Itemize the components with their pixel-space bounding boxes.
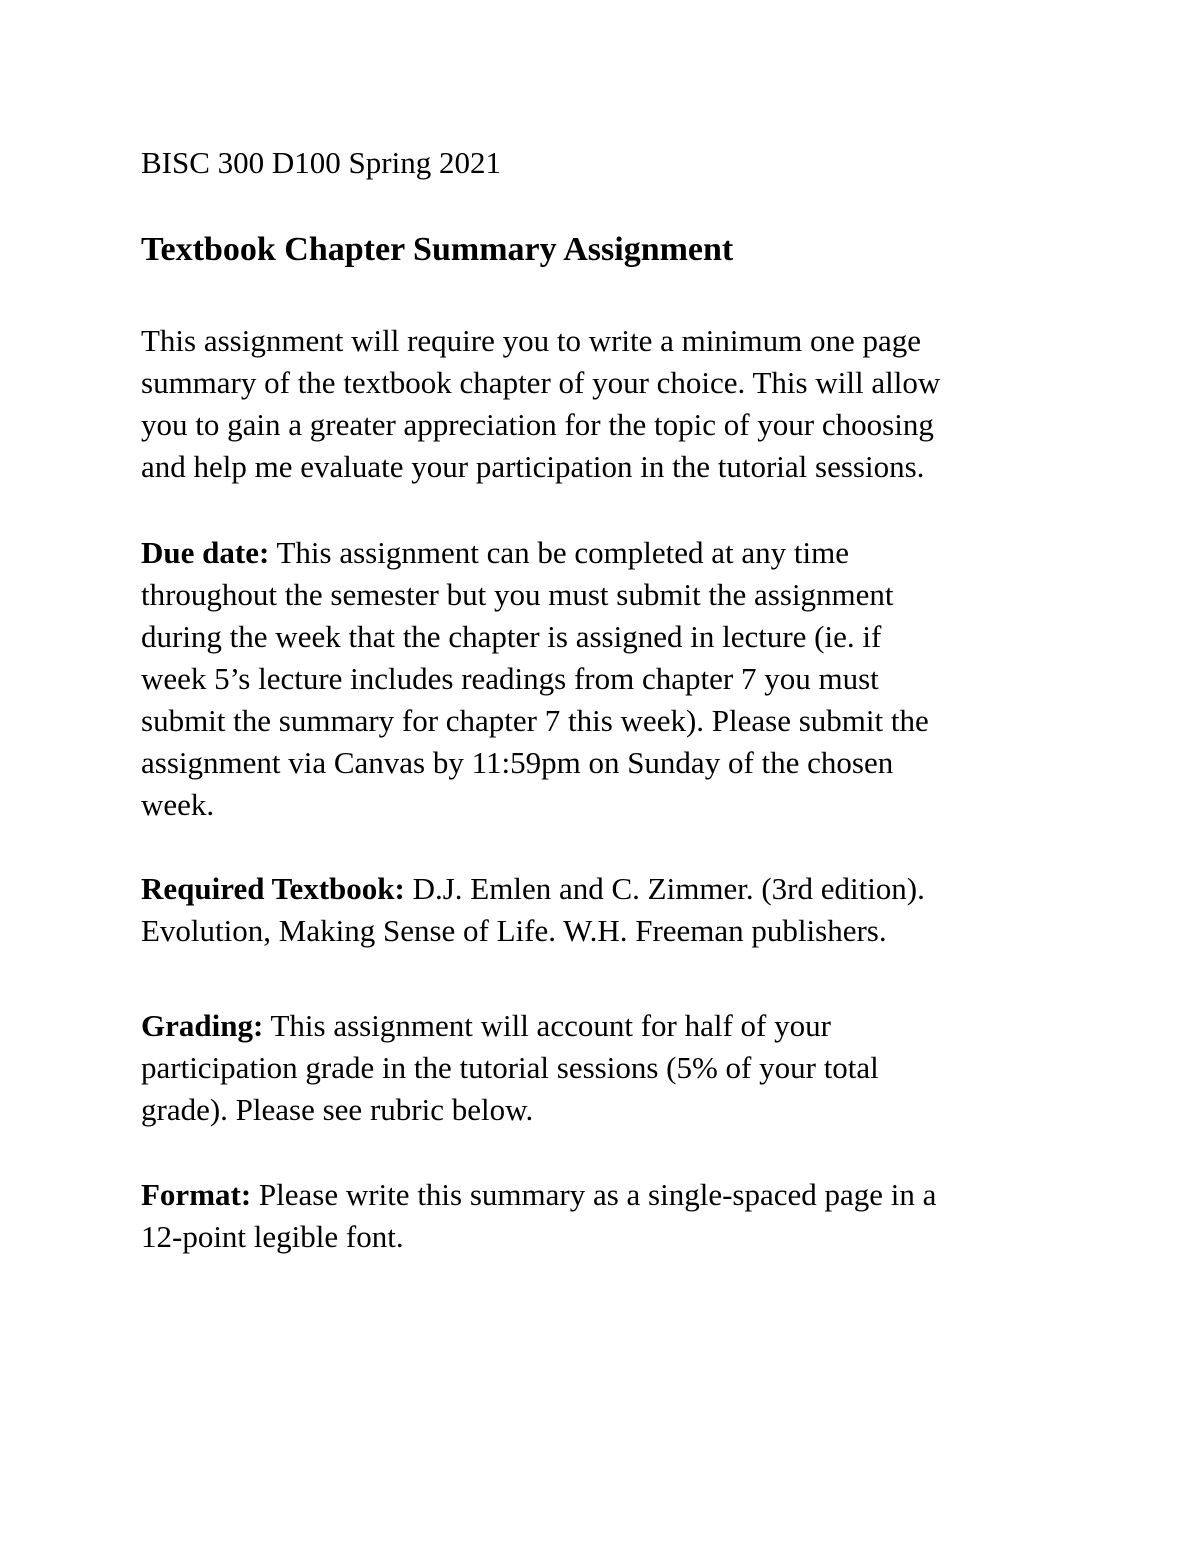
due-date-line: assignment via Canvas by 11:59pm on Sunday of the chosen xyxy=(141,745,894,780)
due-date-line: week 5’s lecture includes readings from chapter 7 you must xyxy=(141,661,879,696)
format-line: 12-point legible font. xyxy=(141,1219,404,1254)
format-text: Please write this summary as a single-spaced page in a xyxy=(251,1177,937,1212)
format-section xyxy=(141,1174,1081,1258)
intro-line: and help me evaluate your participation in the tutorial sessions. xyxy=(141,449,925,484)
grading-line: participation grade in the tutorial sessions (5% of your total xyxy=(141,1050,879,1085)
due-date-line: during the week that the chapter is assigned in lecture (ie. if xyxy=(141,619,882,654)
textbook-label: Required Textbook: xyxy=(141,871,405,906)
format-label: Format: xyxy=(141,1177,252,1212)
due-date-line xyxy=(141,532,1081,574)
due-date-text: This assignment can be completed at any time xyxy=(269,535,849,570)
textbook-line: Evolution, Making Sense of Life. W.H. Freeman publishers. xyxy=(141,913,887,948)
textbook-text: D.J. Emlen and C. Zimmer. (3rd edition). xyxy=(404,871,925,906)
due-date-line: throughout the semester but you must submit the assignment xyxy=(141,577,894,612)
grading-line xyxy=(141,1005,1081,1047)
due-date-label: Due date: xyxy=(141,535,270,570)
intro-line: you to gain a greater appreciation for the topic of your choosing xyxy=(141,407,934,442)
grading-section xyxy=(141,1005,1081,1131)
grading-line: grade). Please see rubric below. xyxy=(141,1092,534,1127)
intro-paragraph xyxy=(141,320,1081,488)
format-line xyxy=(141,1174,1081,1216)
due-date-line: week. xyxy=(141,787,215,822)
textbook-section xyxy=(141,868,1081,952)
page-title: Textbook Chapter Summary Assignment xyxy=(141,231,734,268)
intro-line: This assignment will require you to write a minimum one page xyxy=(141,323,922,358)
intro-line: summary of the textbook chapter of your choice. This will allow xyxy=(141,365,941,400)
due-date-line: submit the summary for chapter 7 this week). Please submit the xyxy=(141,703,929,738)
course-header: BISC 300 D100 Spring 2021 xyxy=(141,145,501,180)
grading-label: Grading: xyxy=(141,1008,264,1043)
due-date-section xyxy=(141,532,1081,826)
grading-text: This assignment will account for half of your xyxy=(263,1008,831,1043)
textbook-line xyxy=(141,868,1081,910)
